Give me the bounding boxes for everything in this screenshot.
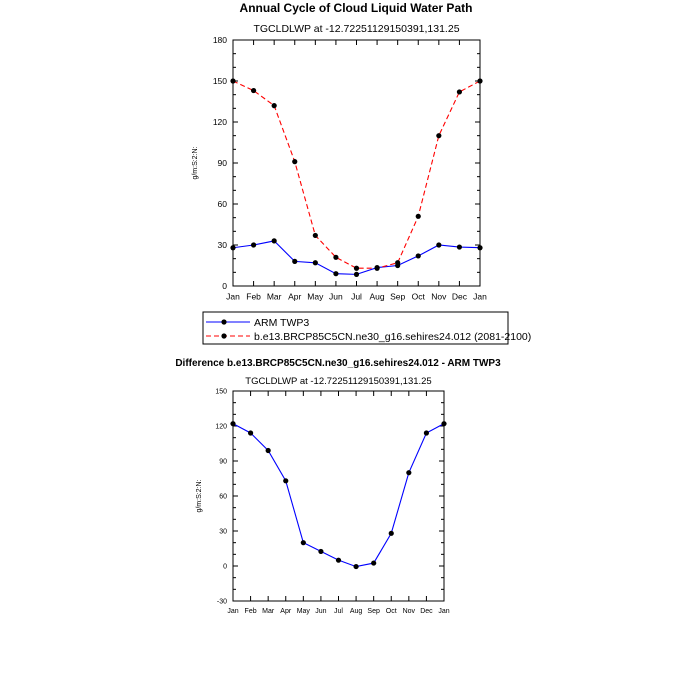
y-tick-label: 60 bbox=[219, 493, 227, 501]
data-point bbox=[266, 448, 271, 453]
data-point bbox=[230, 245, 235, 250]
data-point bbox=[336, 558, 341, 563]
chart-subtitle: TGCLDLWP at -12.72251129150391,131.25 bbox=[245, 376, 432, 387]
data-point bbox=[441, 421, 446, 426]
data-point bbox=[313, 260, 318, 265]
x-tick-label: Dec bbox=[420, 608, 433, 615]
data-point bbox=[292, 259, 297, 264]
data-point bbox=[395, 260, 400, 265]
plot-frame bbox=[233, 40, 480, 286]
chart-subtitle: TGCLDLWP at -12.72251129150391,131.25 bbox=[253, 23, 460, 35]
x-tick-label: Oct bbox=[411, 291, 425, 302]
y-tick-label: 120 bbox=[215, 423, 227, 431]
data-point bbox=[230, 78, 235, 83]
x-tick-label: Feb bbox=[246, 291, 261, 302]
x-tick-label: Apr bbox=[288, 291, 302, 302]
data-point bbox=[457, 244, 462, 249]
x-tick-label: Jun bbox=[329, 291, 343, 302]
y-tick-label: 150 bbox=[215, 388, 227, 396]
data-point bbox=[436, 133, 441, 138]
legend-label: b.e13.BRCP85C5CN.ne30_g16.sehires24.012 (2081-2100) bbox=[254, 331, 532, 343]
data-point bbox=[301, 540, 306, 545]
x-tick-label: Jan bbox=[473, 291, 487, 302]
data-point bbox=[416, 214, 421, 219]
data-point bbox=[272, 103, 277, 108]
y-axis-label: g/m:S:2:N: bbox=[196, 479, 203, 513]
annual-cycle-chart bbox=[192, 23, 487, 302]
data-point bbox=[477, 245, 482, 250]
y-tick-label: 180 bbox=[212, 34, 227, 45]
data-point bbox=[333, 271, 338, 276]
x-tick-label: Jan bbox=[226, 291, 240, 302]
x-tick-label: Sep bbox=[367, 608, 380, 615]
x-tick-label: Mar bbox=[266, 291, 282, 302]
difference-chart bbox=[196, 376, 450, 615]
data-point bbox=[230, 421, 235, 426]
data-point bbox=[333, 255, 338, 260]
data-point bbox=[354, 266, 359, 271]
x-tick-label: Aug bbox=[349, 608, 363, 615]
x-tick-label: Mar bbox=[262, 608, 275, 615]
data-point bbox=[248, 430, 253, 435]
legend-marker bbox=[221, 319, 226, 324]
data-point bbox=[318, 549, 323, 554]
data-point bbox=[416, 253, 421, 258]
y-axis-label: g/m:S:2:N: bbox=[192, 146, 199, 180]
data-point bbox=[457, 89, 462, 94]
data-point bbox=[424, 430, 429, 435]
x-tick-label: Jun bbox=[315, 608, 327, 615]
series-line bbox=[233, 81, 480, 268]
x-tick-label: Aug bbox=[369, 291, 385, 302]
y-tick-label: -30 bbox=[216, 598, 227, 606]
legend-label: ARM TWP3 bbox=[254, 317, 310, 329]
x-tick-label: Jan bbox=[227, 608, 239, 615]
data-point bbox=[251, 88, 256, 93]
data-point bbox=[313, 233, 318, 238]
data-point bbox=[371, 560, 376, 565]
x-tick-label: Sep bbox=[390, 291, 406, 302]
y-tick-label: 90 bbox=[217, 157, 227, 168]
x-tick-label: Nov bbox=[431, 291, 447, 302]
data-point bbox=[283, 478, 288, 483]
y-tick-label: 90 bbox=[219, 458, 227, 466]
legend bbox=[203, 312, 531, 344]
data-point bbox=[251, 242, 256, 247]
data-point bbox=[389, 531, 394, 536]
legend-marker bbox=[221, 333, 226, 338]
data-point bbox=[272, 238, 277, 243]
data-point bbox=[354, 272, 359, 277]
x-tick-label: May bbox=[307, 291, 324, 302]
y-tick-label: 30 bbox=[217, 239, 227, 250]
x-tick-label: Jul bbox=[334, 608, 343, 615]
y-tick-label: 60 bbox=[217, 198, 227, 209]
data-point bbox=[353, 564, 358, 569]
x-tick-label: Jan bbox=[438, 608, 450, 615]
x-tick-label: Nov bbox=[402, 608, 416, 615]
data-point bbox=[477, 78, 482, 83]
y-tick-label: 120 bbox=[212, 116, 227, 127]
difference-title: Difference b.e13.BRCP85C5CN.ne30_g16.sehires24.012 - ARM TWP3 bbox=[175, 358, 501, 369]
y-tick-label: 150 bbox=[212, 75, 227, 86]
y-tick-label: 0 bbox=[222, 280, 227, 291]
x-tick-label: Feb bbox=[244, 608, 257, 615]
x-tick-label: Jul bbox=[351, 291, 362, 302]
x-tick-label: Oct bbox=[385, 608, 397, 615]
y-tick-label: 30 bbox=[219, 528, 227, 536]
data-point bbox=[406, 470, 411, 475]
plot-frame bbox=[233, 391, 444, 601]
data-point bbox=[374, 266, 379, 271]
main-title: Annual Cycle of Cloud Liquid Water Path bbox=[239, 1, 473, 15]
x-tick-label: Dec bbox=[451, 291, 467, 302]
series-line bbox=[233, 424, 444, 567]
data-point bbox=[292, 159, 297, 164]
x-tick-label: Apr bbox=[280, 608, 292, 615]
data-point bbox=[436, 242, 441, 247]
y-tick-label: 0 bbox=[223, 563, 227, 571]
x-tick-label: May bbox=[296, 608, 310, 615]
